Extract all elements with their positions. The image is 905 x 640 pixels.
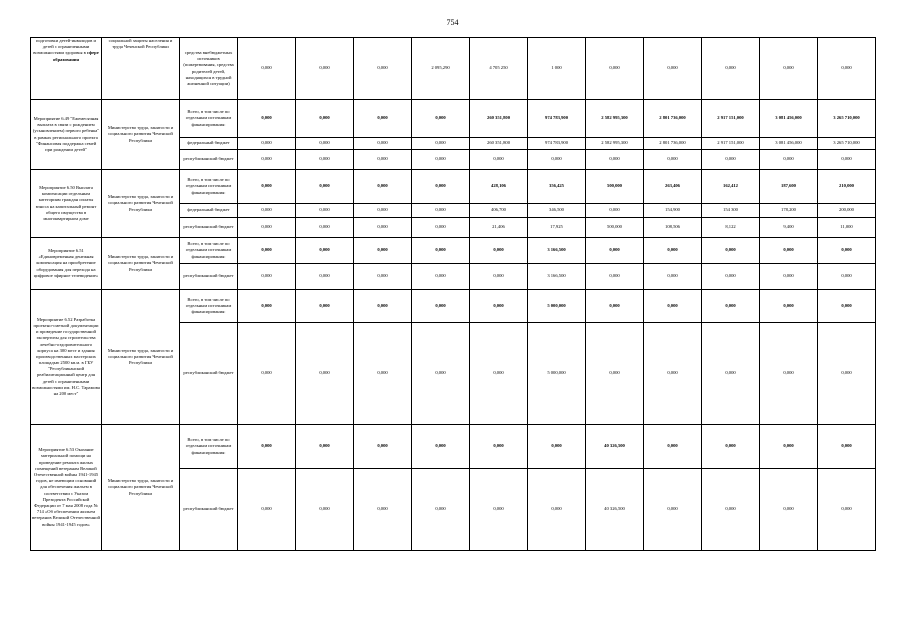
- value-cell: 0,000: [354, 218, 412, 238]
- source-cell: республиканский бюджет: [180, 323, 238, 425]
- value-cell: 0,000: [470, 425, 528, 469]
- value-cell: 0,000: [412, 469, 470, 551]
- value-cell: 0,000: [470, 150, 528, 170]
- value-cell: 0,000: [296, 170, 354, 204]
- value-cell: 0,000: [702, 425, 760, 469]
- value-cell: 0,000: [528, 425, 586, 469]
- value-cell: 0,000: [238, 425, 296, 469]
- value-cell: 0,000: [354, 138, 412, 150]
- value-cell: 0,000: [238, 238, 296, 264]
- source-cell: республиканский бюджет: [180, 218, 238, 238]
- value-cell: 0,000: [296, 425, 354, 469]
- value-cell: 0,000: [702, 323, 760, 425]
- table-row: [31, 290, 876, 323]
- value-cell: 0,000: [644, 425, 702, 469]
- event-cell: Мероприятие 6.51 «Единовременная денежная компенсация на приобретение оборудования для перехода на цифровое эфирное телевидение»: [31, 238, 102, 290]
- executor-cell: социальной защиты населения и труда Чеченской Республики: [102, 38, 180, 100]
- value-cell: 3 166,500: [528, 264, 586, 290]
- value-cell: 0,000: [818, 150, 876, 170]
- value-cell: 162,412: [702, 170, 760, 204]
- value-cell: 0,000: [818, 238, 876, 264]
- value-cell: 0,000: [586, 238, 644, 264]
- event-cell: Мероприятие 6.53 Оказание материальной помощи на проведение ремонта жилых помещений ветеранам Великой Отечественной войны 1941-1945 годов, не имеющим оснований для обеспечения жильем в соответствии с Указом Президента Российской Федерации от 7 мая 2008 года № 714 «Об обеспечении жильем ветеранов Великой Отечественной войны 1941-1945 годов»: [31, 425, 102, 551]
- value-cell: 0,000: [354, 425, 412, 469]
- value-cell: 154 300: [702, 204, 760, 218]
- value-cell: 0,000: [702, 264, 760, 290]
- value-cell: 974 783,900: [528, 138, 586, 150]
- executor-cell: Министерство труда, занятости и социального развития Чеченской Республики: [102, 100, 180, 170]
- value-cell: 356,425: [528, 170, 586, 204]
- value-cell: 0,000: [296, 100, 354, 138]
- value-cell: 0,000: [644, 238, 702, 264]
- value-cell: 5 000,000: [528, 323, 586, 425]
- value-cell: 0,000: [586, 204, 644, 218]
- value-cell: 0,000: [412, 238, 470, 264]
- funding-table: [30, 37, 876, 551]
- value-cell: 0,000: [702, 38, 760, 100]
- source-cell: республиканский бюджет: [180, 150, 238, 170]
- executor-cell: Министерство труда, занятости и социального развития Чеченской Республики: [102, 425, 180, 551]
- value-cell: 0,000: [818, 290, 876, 323]
- source-cell: Всего, в том числе по отдельным источникам финансирования:: [180, 290, 238, 323]
- value-cell: 0,000: [354, 323, 412, 425]
- value-cell: 0,000: [296, 218, 354, 238]
- value-cell: 0,000: [702, 238, 760, 264]
- value-cell: 0,000: [470, 323, 528, 425]
- event-text: подготовки детей-инвалидов и детей с ограниченными возможностями здоровья в: [33, 38, 96, 56]
- value-cell: 0,000: [644, 290, 702, 323]
- value-cell: 0,000: [644, 38, 702, 100]
- value-cell: 0,000: [354, 38, 412, 100]
- value-cell: 0,000: [412, 218, 470, 238]
- value-cell: 2 582 995,300: [586, 138, 644, 150]
- value-cell: 0,000: [586, 150, 644, 170]
- value-cell: 0,000: [412, 100, 470, 138]
- table-row: [31, 38, 876, 100]
- value-cell: 0,000: [644, 150, 702, 170]
- table-row: [31, 100, 876, 138]
- table-row: [31, 425, 876, 469]
- value-cell: 0,000: [412, 264, 470, 290]
- value-cell: 0,000: [760, 264, 818, 290]
- source-cell: Всего, в том числе по отдельным источникам финансирования:: [180, 425, 238, 469]
- value-cell: 974 783,900: [528, 100, 586, 138]
- value-cell: 0,000: [586, 264, 644, 290]
- value-cell: 2 582 995,300: [586, 100, 644, 138]
- source-cell: федеральный бюджет: [180, 138, 238, 150]
- value-cell: 0,000: [238, 323, 296, 425]
- value-cell: 0,000: [818, 38, 876, 100]
- value-cell: 0,000: [586, 323, 644, 425]
- value-cell: 0,000: [238, 138, 296, 150]
- value-cell: 0,000: [412, 425, 470, 469]
- value-cell: 0,000: [296, 38, 354, 100]
- value-cell: 0,000: [296, 264, 354, 290]
- value-cell: 21,406: [470, 218, 528, 238]
- value-cell: 0,000: [354, 204, 412, 218]
- value-cell: 346,500: [528, 204, 586, 218]
- value-cell: 0,000: [760, 38, 818, 100]
- value-cell: 0,000: [354, 238, 412, 264]
- value-cell: 0,000: [412, 323, 470, 425]
- value-cell: 0,000: [238, 469, 296, 551]
- value-cell: 263,406: [644, 170, 702, 204]
- value-cell: 4 705 250: [470, 38, 528, 100]
- value-cell: 0,000: [818, 323, 876, 425]
- value-cell: 0,000: [470, 264, 528, 290]
- value-cell: 0,000: [412, 170, 470, 204]
- value-cell: 0,000: [818, 425, 876, 469]
- value-cell: 0,000: [644, 323, 702, 425]
- value-cell: 0,000: [586, 290, 644, 323]
- executor-cell: Министерство труда, занятости и социального развития Чеченской Республики: [102, 170, 180, 238]
- value-cell: 0,000: [296, 238, 354, 264]
- value-cell: 0,000: [354, 150, 412, 170]
- value-cell: 40 326,500: [586, 425, 644, 469]
- value-cell: 0,000: [818, 469, 876, 551]
- value-cell: 260 351,800: [470, 138, 528, 150]
- event-cell: [31, 38, 102, 100]
- value-cell: 187,600: [760, 170, 818, 204]
- event-cell: Мероприятие 6.52 Разработка проектно-сметной документации и проведение государственной экспертизы для строительства лечебно-оздоровительного корпуса на 300 мест и здания производственных мастерских площадью 2500 кв.м. в ГБУ "Республиканский реабилитационный центр для детей с ограниченными возможностями им. Н.С. Тарамова на 200 мест": [31, 290, 102, 425]
- value-cell: 2 917 151,000: [702, 138, 760, 150]
- value-cell: 0,000: [354, 290, 412, 323]
- value-cell: 178,200: [760, 204, 818, 218]
- value-cell: 0,000: [238, 218, 296, 238]
- value-cell: 8,122: [702, 218, 760, 238]
- event-cell: Мероприятие 6.50 Выплата компенсации отдельным категориям граждан оплаты взноса на капитальный ремонт общего имущества в многоквартирном доме: [31, 170, 102, 238]
- value-cell: 9,400: [760, 218, 818, 238]
- value-cell: 0,000: [354, 170, 412, 204]
- value-cell: 0,000: [296, 204, 354, 218]
- table-row: [31, 238, 876, 264]
- value-cell: 0,000: [296, 469, 354, 551]
- value-cell: 0,000: [702, 469, 760, 551]
- event-text-bold: сфере образования: [52, 50, 99, 62]
- value-cell: 3 265 710,000: [818, 100, 876, 138]
- value-cell: 17,925: [528, 218, 586, 238]
- value-cell: 5 000,000: [528, 290, 586, 323]
- value-cell: 500,000: [586, 218, 644, 238]
- value-cell: 0,000: [412, 290, 470, 323]
- source-cell: республиканский бюджет: [180, 469, 238, 551]
- value-cell: 428,106: [470, 170, 528, 204]
- value-cell: 0,000: [238, 150, 296, 170]
- source-cell: Всего, в том числе по отдельным источникам финансирования:: [180, 238, 238, 264]
- value-cell: 0,000: [412, 138, 470, 150]
- value-cell: 0,000: [528, 469, 586, 551]
- value-cell: 3 081 456,000: [760, 100, 818, 138]
- value-cell: 260 351,800: [470, 100, 528, 138]
- value-cell: 0,000: [354, 469, 412, 551]
- value-cell: 108,506: [644, 218, 702, 238]
- value-cell: 0,000: [296, 150, 354, 170]
- value-cell: 3 081 456,000: [760, 138, 818, 150]
- value-cell: 3 166,500: [528, 238, 586, 264]
- source-cell: Всего, в том числе по отдельным источникам финансирования:: [180, 170, 238, 204]
- value-cell: 0,000: [470, 290, 528, 323]
- page-number: 754: [446, 18, 459, 27]
- value-cell: 0,000: [760, 290, 818, 323]
- value-cell: 0,000: [296, 290, 354, 323]
- value-cell: 0,000: [354, 100, 412, 138]
- table-row: [31, 170, 876, 204]
- value-cell: 2 917 151,000: [702, 100, 760, 138]
- value-cell: 0,000: [412, 204, 470, 218]
- value-cell: 0,000: [238, 170, 296, 204]
- value-cell: 0,000: [238, 204, 296, 218]
- value-cell: 0,000: [818, 264, 876, 290]
- value-cell: 0,000: [702, 290, 760, 323]
- value-cell: 0,000: [470, 238, 528, 264]
- value-cell: 2 801 736,000: [644, 138, 702, 150]
- source-cell: Всего, в том числе по отдельным источникам финансирования:: [180, 100, 238, 138]
- value-cell: 2 801 736,000: [644, 100, 702, 138]
- value-cell: 2 095,290: [412, 38, 470, 100]
- value-cell: 500,000: [586, 170, 644, 204]
- source-cell: республиканский бюджет: [180, 264, 238, 290]
- value-cell: 0,000: [238, 38, 296, 100]
- value-cell: 0,000: [760, 238, 818, 264]
- value-cell: 3 265 710,000: [818, 138, 876, 150]
- value-cell: 0,000: [238, 100, 296, 138]
- value-cell: 0,000: [528, 150, 586, 170]
- value-cell: 0,000: [238, 264, 296, 290]
- value-cell: 11,000: [818, 218, 876, 238]
- value-cell: 0,000: [644, 264, 702, 290]
- value-cell: 0,000: [470, 469, 528, 551]
- value-cell: 154,900: [644, 204, 702, 218]
- value-cell: 0,000: [644, 469, 702, 551]
- value-cell: 0,000: [296, 323, 354, 425]
- source-cell: федеральный бюджет: [180, 204, 238, 218]
- value-cell: 0,000: [412, 150, 470, 170]
- value-cell: 210,000: [818, 170, 876, 204]
- value-cell: 406,700: [470, 204, 528, 218]
- value-cell: 0,000: [238, 290, 296, 323]
- value-cell: 0,000: [586, 38, 644, 100]
- value-cell: 0,000: [760, 150, 818, 170]
- value-cell: 200,000: [818, 204, 876, 218]
- event-cell: Мероприятие 6.49 "Ежемесячная выплата в связи с рождением (усыновлением) первого ребенка" в рамках регионального проекта "Финансовая поддержка семей при рождении детей": [31, 100, 102, 170]
- value-cell: 0,000: [702, 150, 760, 170]
- value-cell: 0,000: [760, 469, 818, 551]
- value-cell: 0,000: [296, 138, 354, 150]
- value-cell: 40 326,500: [586, 469, 644, 551]
- value-cell: 0,000: [760, 323, 818, 425]
- value-cell: 1 000: [528, 38, 586, 100]
- source-cell: средства внебюджетных источников (пожертвования, средства родителей детей, находящихся в трудной жизненной ситуации): [180, 38, 238, 100]
- executor-cell: Министерство труда, занятости и социального развития Чеченской Республики: [102, 238, 180, 290]
- executor-cell: Министерство труда, занятости и социального развития Чеченской Республики: [102, 290, 180, 425]
- value-cell: 0,000: [354, 264, 412, 290]
- value-cell: 0,000: [760, 425, 818, 469]
